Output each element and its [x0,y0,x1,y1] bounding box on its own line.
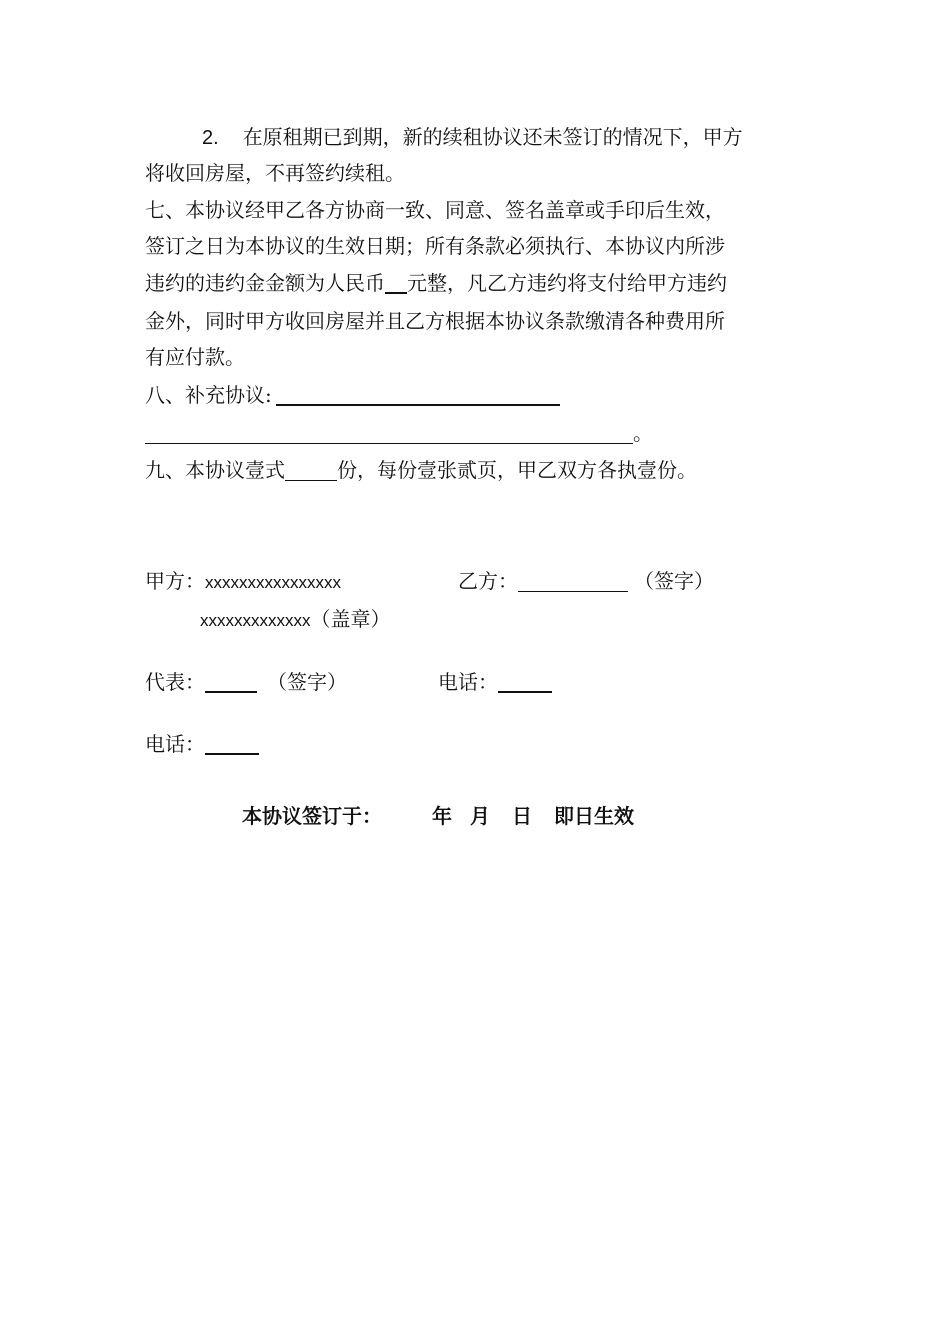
party-a-name: xxxxxxxxxxxxxxxx [205,573,341,592]
clause-9-line [145,457,697,483]
party-b-phone-blank [498,671,552,693]
party-b-sign-note: （签字） [634,569,714,593]
clause-7-line-3 [145,270,727,296]
copies-blank [285,460,337,481]
party-b-signature-blank [518,571,628,592]
item-number: 2. [202,127,219,149]
party-a-line [145,568,341,596]
clause-7-line-5: 有应付款。 [145,345,245,369]
party-a-line-2 [200,606,391,634]
clause-8-line-2 [145,420,653,446]
representative-line [145,669,347,695]
supplementary-blank-2 [145,423,633,444]
representative-sign-note: （签字） [267,670,347,694]
copies-text-after: 份，每份壹张贰页，甲乙双方各执壹份。 [337,458,697,482]
effective-label: 即日生效 [554,806,634,828]
party-a-phone-blank [205,733,259,755]
party-b-phone-line [438,669,552,695]
signed-on-label: 本协议签订于： [242,806,382,828]
supplementary-label: 八、补充协议: [145,383,272,407]
party-a-phone-line [145,731,259,757]
seal-note: （盖章） [310,607,391,631]
clause-6-line-1 [202,124,743,151]
clause-6-line-2: 将收回房屋，不再签约续租。 [145,161,405,185]
copies-text-before: 九、本协议壹式 [145,458,285,482]
party-b-phone-label: 电话： [438,670,498,694]
clause-8-line-1 [145,382,560,408]
penalty-text-before: 违约的违约金金额为人民币 [145,271,385,295]
month-label: 月 [470,806,490,828]
supplementary-blank-1 [276,384,560,406]
clause-6-text-1: 在原租期已到期，新的续租协议还未签订的情况下，甲方 [242,125,743,149]
year-label: 年 [432,806,452,828]
signing-date-line [242,804,634,830]
party-a-label: 甲方： [145,569,205,593]
party-a-name-2: xxxxxxxxxxxxx [200,611,311,630]
day-label: 日 [512,806,532,828]
party-a-phone-label: 电话： [145,732,205,756]
clause-7-line-4: 金外，同时甲方收回房屋并且乙方根据本协议条款缴清各种费用所 [145,309,725,333]
penalty-text-after: 元整，凡乙方违约将支付给甲方违约 [407,271,727,295]
representative-signature-blank [205,671,257,693]
supplementary-end-mark: 。 [633,421,653,445]
representative-label: 代表： [145,670,205,694]
party-b-line [458,568,714,594]
clause-7-line-2: 签订之日为本协议的生效日期；所有条款必须执行、本协议内所涉 [145,234,725,258]
party-b-label: 乙方： [458,569,518,593]
penalty-amount-blank [385,272,407,294]
clause-7-line-1: 七、本协议经甲乙各方协商一致、同意、签名盖章或手印后生效， [145,198,725,222]
